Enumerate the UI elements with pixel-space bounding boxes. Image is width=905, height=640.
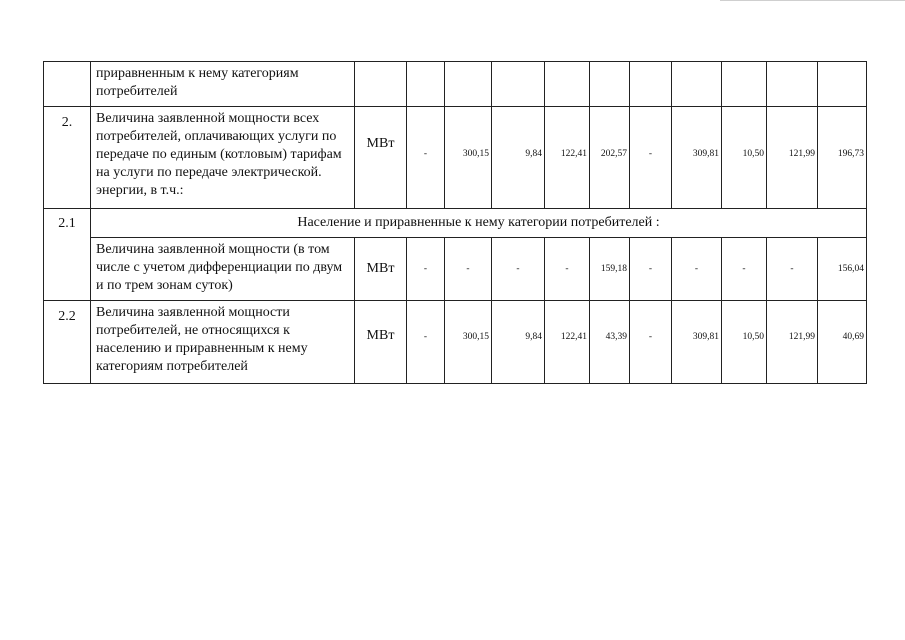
value-cell [672, 62, 722, 107]
unit-cell: МВт [355, 301, 407, 384]
value-cell: 121,99 [767, 107, 818, 209]
value-cell: 202,57 [590, 107, 630, 209]
unit-cell: МВт [355, 238, 407, 301]
value-cell [630, 62, 672, 107]
value-cell: 309,81 [672, 107, 722, 209]
value-cell: 300,15 [445, 107, 492, 209]
value-cell: - [630, 301, 672, 384]
value-cell: - [492, 238, 545, 301]
value-cell: 43,39 [590, 301, 630, 384]
value-cell: 40,69 [818, 301, 867, 384]
value-cell: 159,18 [590, 238, 630, 301]
row-description: Величина заявленной мощности (в том числе с учетом дифференциации по двум и по трем зонам суток) [91, 238, 355, 301]
value-cell [445, 62, 492, 107]
value-cell [407, 62, 445, 107]
row-number: 2. [44, 107, 91, 209]
table-row-2-1-header [44, 209, 867, 238]
unit-cell [355, 62, 407, 107]
value-cell: 309,81 [672, 301, 722, 384]
value-cell: - [407, 107, 445, 209]
row-description: приравненным к нему категориям потребителей [91, 62, 355, 107]
row-description: Величина заявленной мощности потребителей, не относящихся к населению и приравненным к нему категориям потребителей [91, 301, 355, 384]
value-cell: 156,04 [818, 238, 867, 301]
row-number: 2.2 [44, 301, 91, 384]
value-cell [722, 62, 767, 107]
value-cell: - [445, 238, 492, 301]
value-cell: 121,99 [767, 301, 818, 384]
value-cell: 10,50 [722, 107, 767, 209]
tariff-table [43, 61, 867, 384]
value-cell: 300,15 [445, 301, 492, 384]
value-cell: 9,84 [492, 301, 545, 384]
value-cell: - [545, 238, 590, 301]
value-cell [818, 62, 867, 107]
value-cell: 196,73 [818, 107, 867, 209]
value-cell: - [672, 238, 722, 301]
value-cell: - [630, 107, 672, 209]
page-edge-line [720, 0, 905, 1]
value-cell: 122,41 [545, 301, 590, 384]
value-cell: 122,41 [545, 107, 590, 209]
value-cell: - [407, 238, 445, 301]
value-cell: - [407, 301, 445, 384]
table-row-2-1 [44, 238, 867, 301]
value-cell: 10,50 [722, 301, 767, 384]
value-cell [767, 62, 818, 107]
value-cell: - [767, 238, 818, 301]
value-cell: - [630, 238, 672, 301]
table-row-2 [44, 107, 867, 209]
unit-cell: МВт [355, 107, 407, 209]
table-row-continuation [44, 62, 867, 107]
row-number: 2.1 [44, 209, 91, 301]
value-cell [545, 62, 590, 107]
table-row-2-2 [44, 301, 867, 384]
value-cell [590, 62, 630, 107]
section-title: Население и приравненные к нему категории потребителей : [91, 209, 867, 238]
row-number [44, 62, 91, 107]
value-cell: 9,84 [492, 107, 545, 209]
value-cell [492, 62, 545, 107]
row-description: Величина заявленной мощности всех потребителей, оплачивающих услуги по передаче по единым (котловым) тарифам на услуги по передаче электрической. энергии, в т.ч.: [91, 107, 355, 209]
value-cell: - [722, 238, 767, 301]
